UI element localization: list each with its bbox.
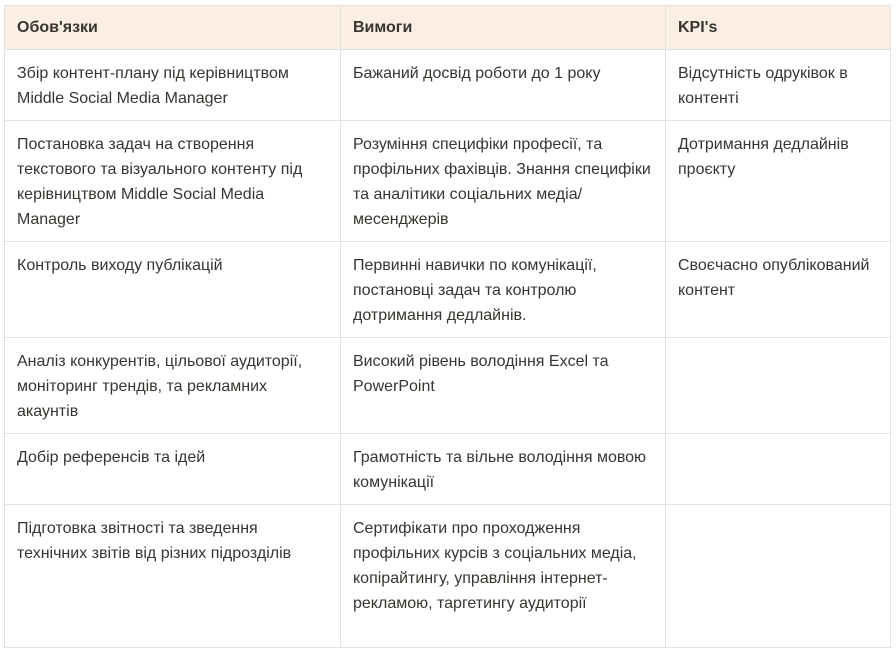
header-requirements: Вимоги bbox=[341, 6, 666, 50]
table-cell-empty bbox=[666, 434, 891, 505]
table-row bbox=[5, 242, 891, 338]
table-cell: Розуміння специфіки професії, та профільних фахівців. Знання специфіки та аналітики соціальних медіа/месенджерів bbox=[341, 121, 666, 242]
table-cell: Контроль виходу публікацій bbox=[5, 242, 341, 338]
table-cell: Підготовка звітності та зведення технічних звітів від різних підрозділів bbox=[5, 505, 341, 648]
table-cell: Аналіз конкурентів, цільової аудиторії, моніторинг трендів, та рекламних акаунтів bbox=[5, 338, 341, 434]
header-responsibilities: Обов'язки bbox=[5, 6, 341, 50]
table-row bbox=[5, 505, 891, 648]
table-cell: Збір контент-плану під керівництвом Middle Social Media Manager bbox=[5, 50, 341, 121]
table-cell: Грамотність та вільне володіння мовою комунікації bbox=[341, 434, 666, 505]
table-cell: Добір референсів та ідей bbox=[5, 434, 341, 505]
table-row bbox=[5, 338, 891, 434]
table-cell: Відсутність одруківок в контенті bbox=[666, 50, 891, 121]
table-row bbox=[5, 50, 891, 121]
table-row bbox=[5, 434, 891, 505]
table-cell: Сертифікати про проходження профільних курсів з соціальних медіа, копірайтингу, управління інтернет-рекламою, таргетингу аудиторії bbox=[341, 505, 666, 648]
table-cell-empty bbox=[666, 338, 891, 434]
table-row bbox=[5, 121, 891, 242]
responsibilities-table bbox=[4, 5, 891, 648]
table-cell: Високий рівень володіння Excel та PowerPoint bbox=[341, 338, 666, 434]
header-kpis: KPI's bbox=[666, 6, 891, 50]
table-cell: Дотримання дедлайнів проєкту bbox=[666, 121, 891, 242]
table-cell: Постановка задач на створення текстового та візуального контенту під керівництвом Middle Social Media Manager bbox=[5, 121, 341, 242]
table-cell: Бажаний досвід роботи до 1 року bbox=[341, 50, 666, 121]
table-cell: Первинні навички по комунікації, постановці задач та контролю дотримання дедлайнів. bbox=[341, 242, 666, 338]
table-header-row bbox=[5, 6, 891, 50]
table-cell: Своєчасно опублікований контент bbox=[666, 242, 891, 338]
responsibilities-table-container bbox=[4, 5, 890, 648]
table-cell-empty bbox=[666, 505, 891, 648]
